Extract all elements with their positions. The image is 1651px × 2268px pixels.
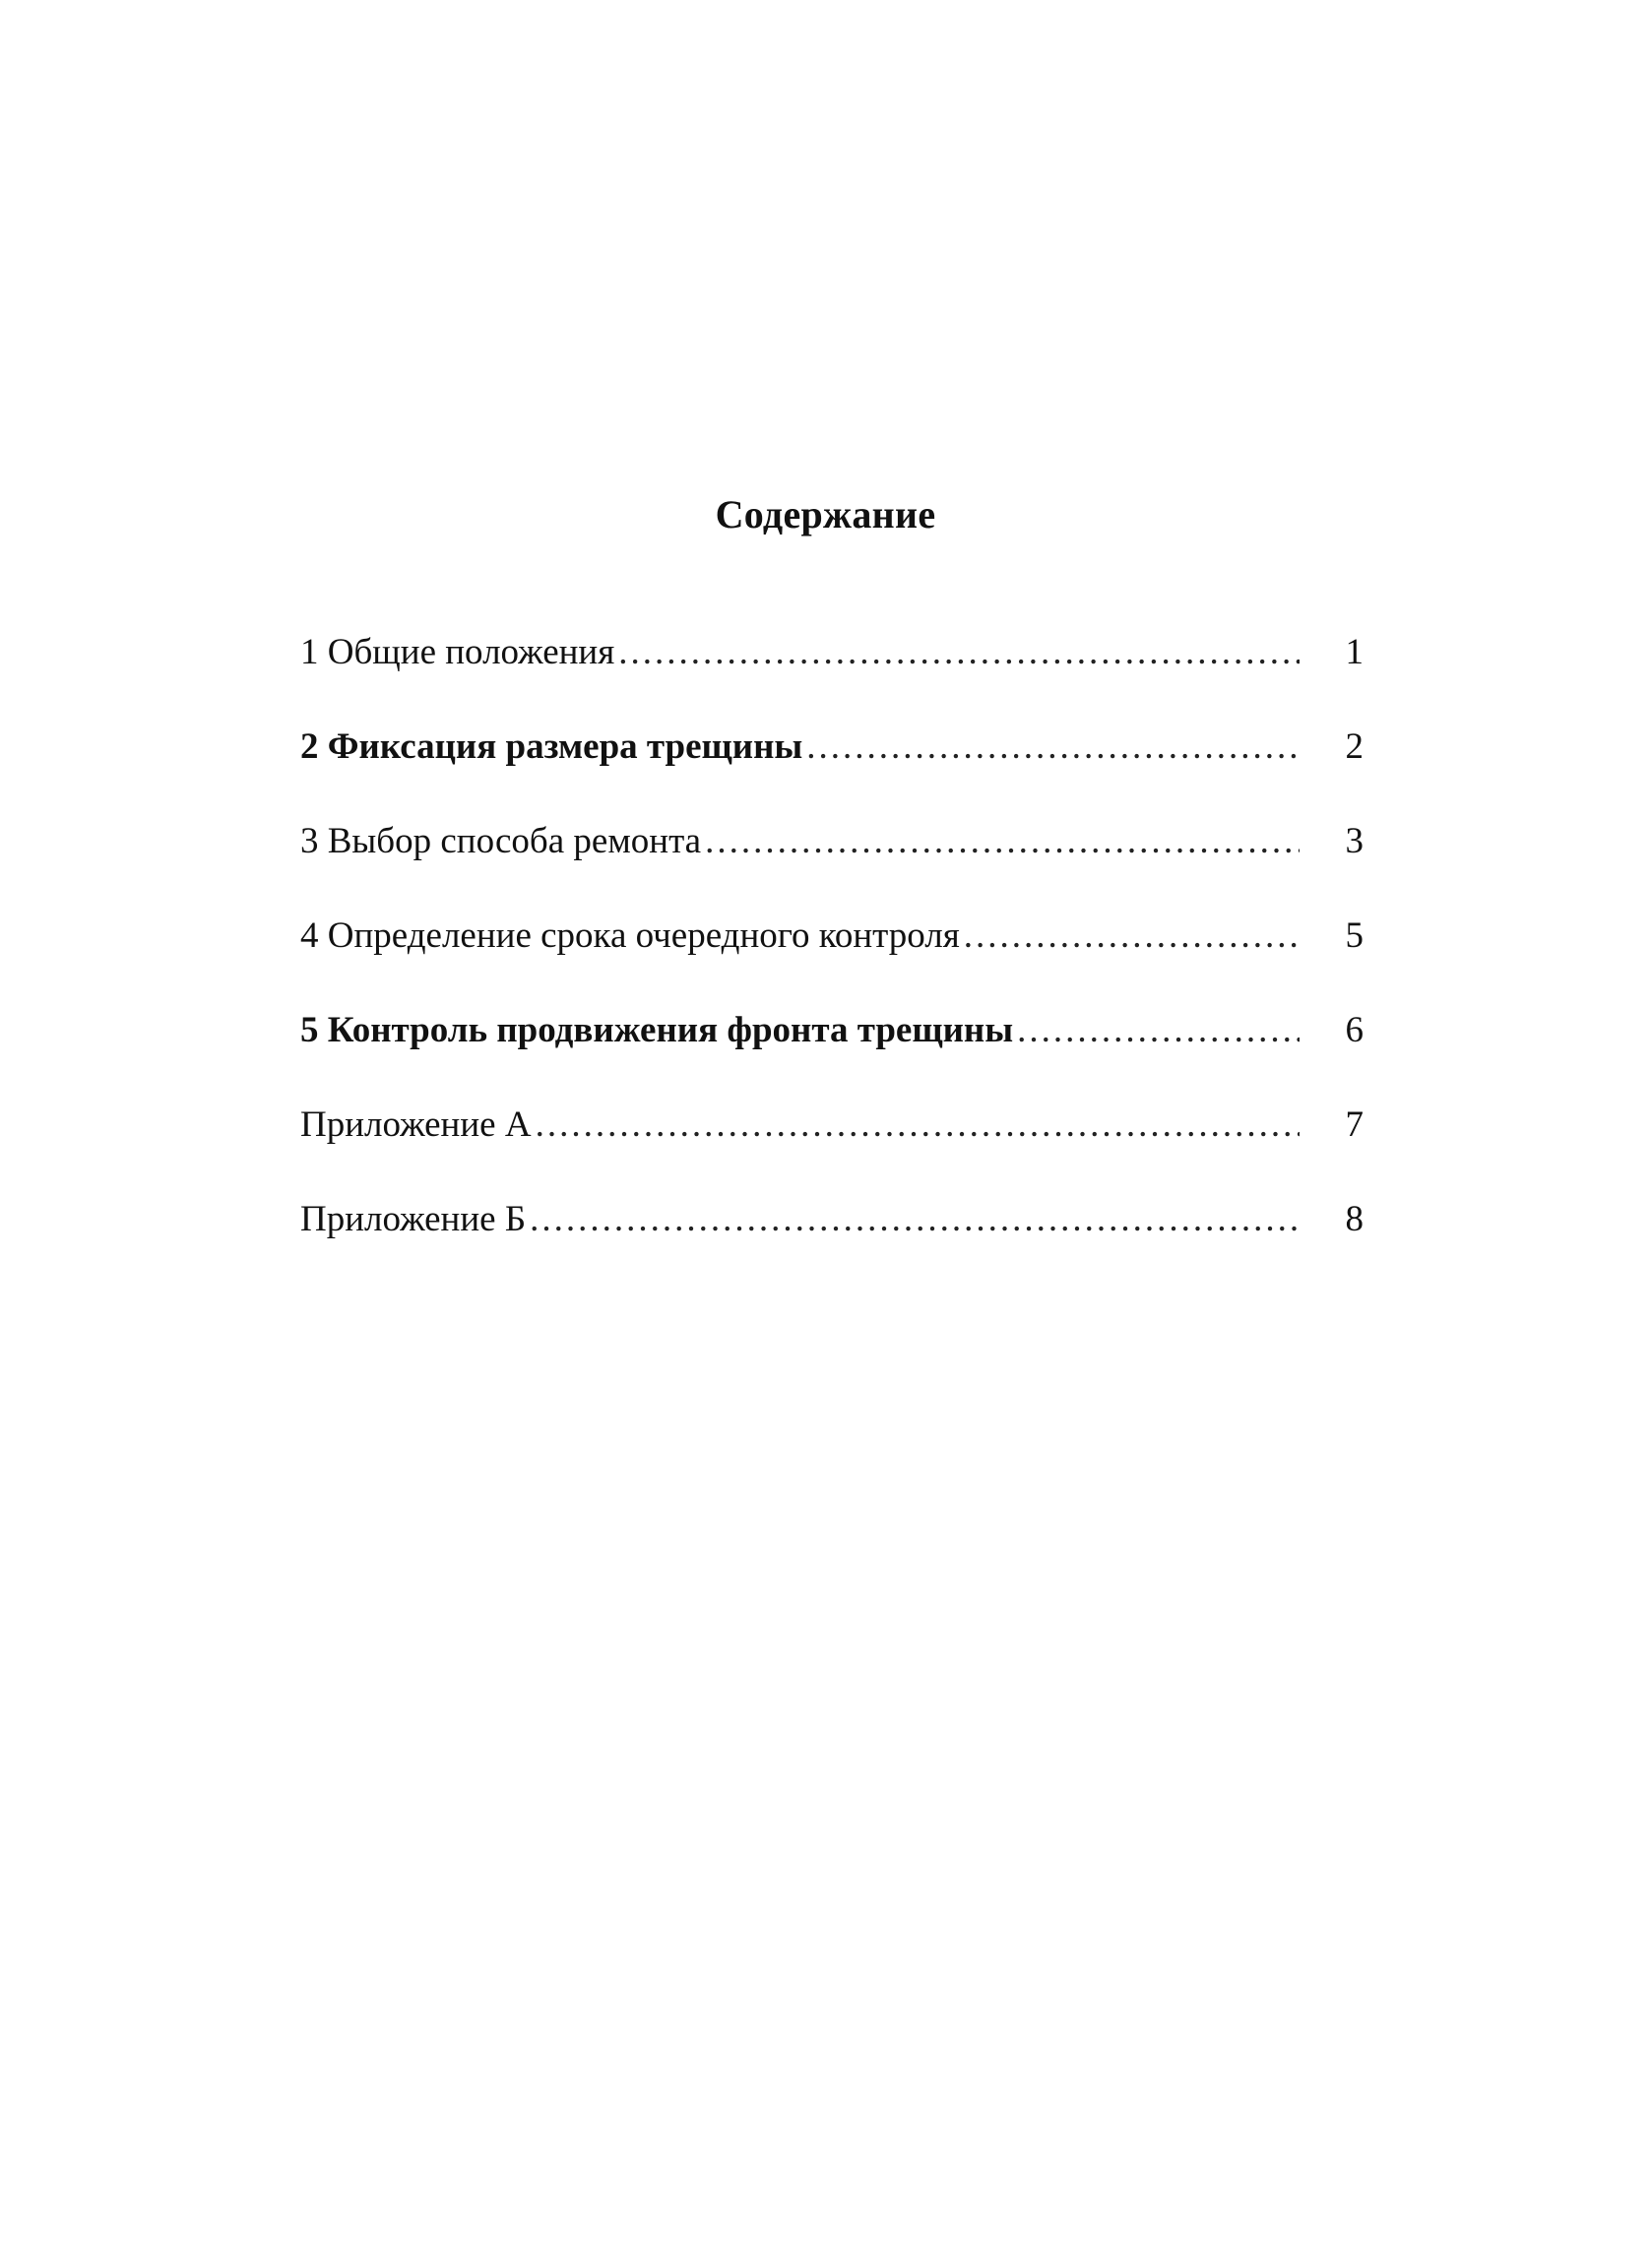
dot-leader: [618, 630, 1300, 675]
toc-entry-label: 1 Общие положения: [300, 632, 615, 672]
toc-entry-label: 3 Выбор способа ремонта: [300, 821, 702, 861]
toc-entry: [300, 914, 1300, 959]
toc-entry: [300, 1102, 1300, 1148]
toc-page-number: 6: [1345, 1010, 1364, 1050]
toc-entry: [300, 1197, 1300, 1242]
toc-page-number: 2: [1345, 726, 1364, 767]
dot-leader: [536, 1102, 1300, 1148]
page-title: Содержание: [715, 492, 936, 536]
toc-entry: [300, 819, 1300, 864]
toc-page-number: 1: [1345, 632, 1364, 672]
dot-leader: [530, 1197, 1300, 1242]
toc-entry: [300, 724, 1300, 770]
dot-leader: [705, 819, 1300, 864]
dot-leader: [806, 724, 1300, 770]
toc-row: [300, 700, 1364, 794]
toc-row: [300, 605, 1364, 700]
toc-page-number: 8: [1345, 1199, 1364, 1239]
toc-entry-label: Приложение Б: [300, 1199, 527, 1239]
toc-entry-label: 5 Контроль продвижения фронта трещины: [300, 1010, 1014, 1050]
toc-page-number: 5: [1345, 915, 1364, 956]
toc-row: [300, 794, 1364, 889]
table-of-contents: [300, 605, 1364, 1267]
toc-row: [300, 1078, 1364, 1172]
dot-leader: [1017, 1008, 1300, 1053]
dot-leader: [964, 914, 1300, 959]
toc-entry-label: 2 Фиксация размера трещины: [300, 726, 803, 767]
toc-entry: [300, 630, 1300, 675]
toc-entry: [300, 1008, 1300, 1053]
toc-page-number: 7: [1345, 1104, 1364, 1145]
toc-row: [300, 1172, 1364, 1267]
toc-page-number: 3: [1345, 821, 1364, 861]
toc-entry-label: 4 Определение срока очередного контроля: [300, 915, 960, 956]
toc-row: [300, 983, 1364, 1078]
toc-entry-label: Приложение А: [300, 1104, 532, 1145]
toc-row: [300, 889, 1364, 983]
